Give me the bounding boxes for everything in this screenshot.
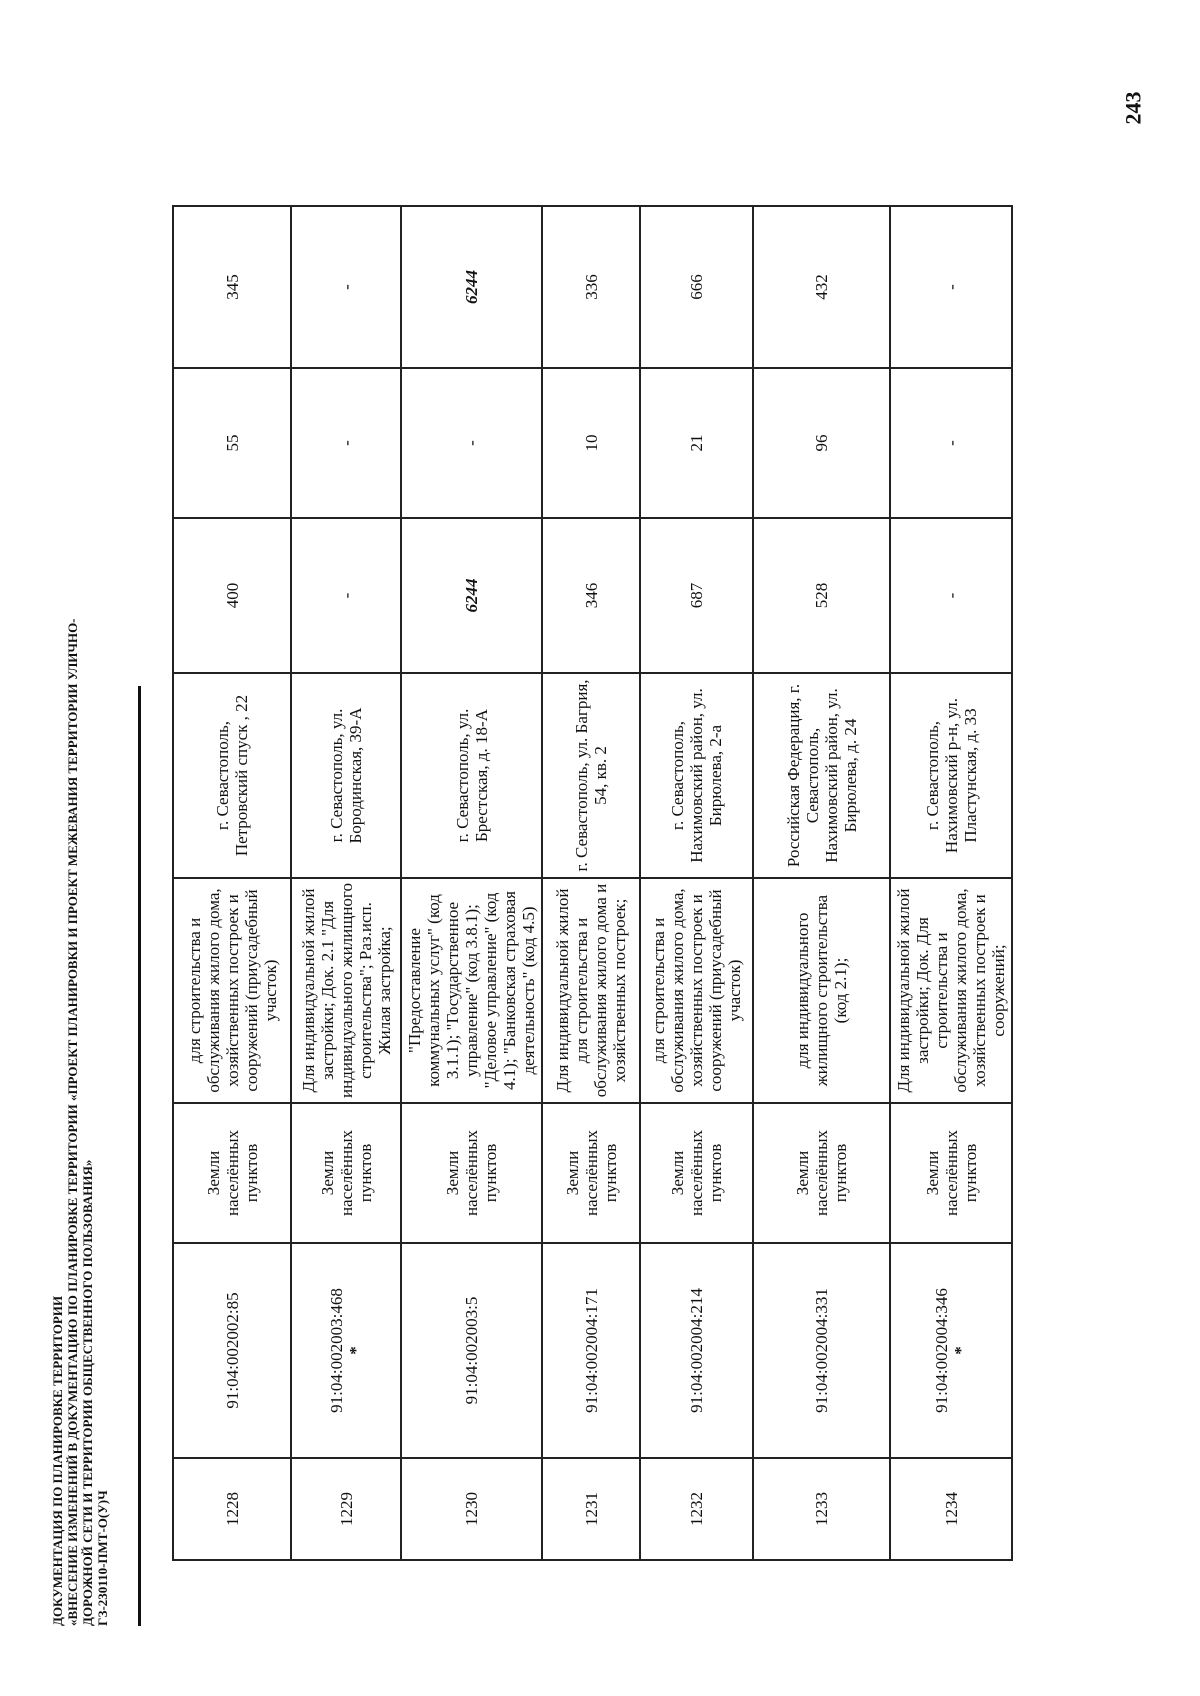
row-number: 1232 [687, 1492, 706, 1526]
address-cell [291, 673, 401, 878]
cadastral-number-cell [890, 1243, 1012, 1458]
land-category: Земли населённых пунктов [793, 1129, 850, 1217]
area-total-cell [291, 518, 401, 673]
row-number: 1234 [941, 1492, 961, 1526]
permitted-use: для индивидуального жилищного строительства (код 2.1); [793, 894, 850, 1087]
area-removed-cell [640, 368, 753, 518]
area-total: 528 [812, 582, 831, 609]
permitted-use-cell [753, 878, 890, 1103]
permitted-use-cell [173, 878, 291, 1103]
area-remaining: 345 [222, 274, 242, 300]
document-header [50, 326, 110, 1626]
row-number-cell [173, 1458, 291, 1560]
permitted-use: для строительства и обслуживания жилого дома, хозяйственных построек и сооружений (приусадебный участок) [184, 888, 280, 1093]
land-plots-table [172, 205, 1013, 1561]
address: г. Севастополь, Нахимовский р-н, ул. Пластунская, д. 33 [922, 697, 980, 854]
header-line: ДОРОЖНОЙ СЕТИ И ТЕРРИТОРИИ ОБЩЕСТВЕННОГО ПОЛЬЗОВАНИЯ» [80, 1159, 95, 1626]
permitted-use-cell [890, 878, 1012, 1103]
page-number: 243 [1120, 91, 1146, 125]
area-remaining-cell [640, 206, 753, 368]
cadastral-number-cell [173, 1243, 291, 1458]
area-remaining-cell [542, 206, 640, 368]
cadastral-number-cell [401, 1243, 542, 1458]
table-row [173, 206, 291, 1560]
table-row [890, 206, 1012, 1560]
land-category-cell [753, 1103, 890, 1243]
area-total-cell [173, 518, 291, 673]
permitted-use: для строительства и обслуживания жилого дома, хозяйственных построек и сооружений (приусадебный участок) [649, 888, 744, 1093]
land-category-cell [401, 1103, 542, 1243]
area-removed-cell [291, 368, 401, 518]
cadastral-number: 91:04:002003:468 [327, 1288, 346, 1413]
area-removed-cell [753, 368, 890, 518]
note-marker: * [951, 1346, 970, 1355]
cadastral-number-cell [291, 1243, 401, 1458]
row-number: 1233 [812, 1492, 831, 1526]
permitted-use-cell [640, 878, 753, 1103]
address: г. Севастополь, ул. Бородинская, 39-А [327, 707, 365, 844]
land-category: Земли населённых пунктов [562, 1129, 620, 1217]
land-category: Земли населённых пунктов [317, 1129, 375, 1217]
header-rule [138, 686, 141, 1626]
row-number: 1231 [581, 1492, 601, 1526]
land-category: Земли населённых пунктов [668, 1129, 725, 1217]
note-marker: * [346, 1346, 365, 1355]
address-cell [401, 673, 542, 878]
area-removed: - [336, 440, 356, 446]
permitted-use-cell [542, 878, 640, 1103]
land-category: Земли населённых пунктов [443, 1129, 500, 1217]
table-row [291, 206, 401, 1560]
address: г. Севастополь, ул. Брестская, д. 18-А [452, 708, 491, 843]
area-remaining-cell [401, 206, 542, 368]
permitted-use: Для индивидуальной жилой для строительства и обслуживания жилого дома и хозяйственных построек; [553, 883, 629, 1098]
area-remaining: 432 [812, 274, 831, 300]
area-removed: - [462, 440, 481, 446]
area-remaining-cell [173, 206, 291, 368]
header-line: ДОКУМЕНТАЦИЯ ПО ПЛАНИРОВКЕ ТЕРРИТОРИИ [50, 1295, 65, 1626]
area-remaining-cell [291, 206, 401, 368]
land-category: Земли населённых пунктов [922, 1129, 980, 1217]
area-total: 400 [222, 582, 242, 609]
permitted-use: Для индивидуальной жилой застройки; Док. 2.1 "Для индивидуального жилищного строительства"; Раз.исп. Жилая застройка; [298, 883, 394, 1098]
header-line: ГЗ-230110-ПМТ-О(У)Ч [95, 1490, 110, 1626]
address: г. Севастополь, ул. Багрия, 54, кв. 2 [572, 679, 610, 872]
table-row [753, 206, 890, 1560]
table-row [640, 206, 753, 1560]
cadastral-number: 91:04:002002:85 [222, 1292, 242, 1409]
area-total: 687 [687, 582, 706, 609]
row-number-cell [890, 1458, 1012, 1560]
cadastral-number: 91:04:002004:346 [932, 1288, 951, 1413]
land-category-cell [542, 1103, 640, 1243]
area-total-cell [401, 518, 542, 673]
row-number-cell [401, 1458, 542, 1560]
row-number: 1229 [336, 1492, 356, 1526]
table-row [401, 206, 542, 1560]
permitted-use-cell [401, 878, 542, 1103]
address-cell [173, 673, 291, 878]
cadastral-number-cell [753, 1243, 890, 1458]
land-category-cell [640, 1103, 753, 1243]
address: г. Севастополь, Нахимовский район, ул. Бирюлева, 2-а [668, 688, 725, 863]
area-remaining: 336 [581, 274, 601, 300]
area-removed: 21 [687, 434, 706, 452]
address: Российская Федерация, г. Севастополь, Нахимовский район, ул. Бирюлева, д. 24 [783, 683, 860, 868]
area-removed-cell [890, 368, 1012, 518]
permitted-use: Для индивидуальной жилой застройки; Док. Для строительства и обслуживания жилого дома, хозяйственных построек и сооружений; [894, 888, 1008, 1093]
area-removed: 10 [581, 434, 601, 452]
address-cell [640, 673, 753, 878]
land-category-cell [173, 1103, 291, 1243]
table-row [542, 206, 640, 1560]
area-total-cell [640, 518, 753, 673]
cadastral-number: 91:04:002004:331 [812, 1288, 831, 1413]
land-category: Земли населённых пунктов [203, 1129, 261, 1217]
cadastral-number: 91:04:002004:214 [687, 1288, 706, 1413]
area-removed: 96 [812, 434, 831, 452]
row-number-cell [542, 1458, 640, 1560]
cadastral-number-cell [640, 1243, 753, 1458]
cadastral-number: 91:04:002003:5 [462, 1296, 481, 1405]
address-cell [890, 673, 1012, 878]
area-removed-cell [542, 368, 640, 518]
area-remaining: - [336, 284, 356, 290]
permitted-use-cell [291, 878, 401, 1103]
cadastral-number-cell [542, 1243, 640, 1458]
row-number-cell [753, 1458, 890, 1560]
area-total: 346 [581, 582, 601, 609]
address: г. Севастополь, Петровский спуск , 22 [213, 694, 251, 857]
area-removed: - [941, 440, 961, 446]
area-remaining: 666 [687, 274, 706, 300]
area-remaining-cell [753, 206, 890, 368]
area-remaining: 6244 [462, 270, 481, 304]
area-total: 6244 [462, 578, 481, 613]
area-total: - [336, 592, 356, 599]
land-category-cell [890, 1103, 1012, 1243]
area-remaining-cell [890, 206, 1012, 368]
row-number: 1228 [222, 1492, 242, 1526]
area-total-cell [753, 518, 890, 673]
permitted-use: "Предоставление коммунальных услуг" (код 3.1.1); "Государственное управление" (код 3.8.1); "Деловое управление" (код 4.1); "Банковская страховая деятельность" (код 4.5) [405, 891, 538, 1090]
area-total: - [941, 592, 961, 599]
header-line: «ВНЕСЕНИЕ ИЗМЕНЕНИЙ В ДОКУМЕНТАЦИЮ ПО ПЛАНИРОВКЕ ТЕРРИТОРИИ «ПРОЕКТ ПЛАНИРОВКИ И ПРОЕКТ МЕЖЕВАНИЯ ТЕРРИТОРИИ УЛИЧНО- [65, 618, 80, 1626]
area-removed-cell [173, 368, 291, 518]
address-cell [542, 673, 640, 878]
land-category-cell [291, 1103, 401, 1243]
area-total-cell [890, 518, 1012, 673]
area-removed-cell [401, 368, 542, 518]
area-removed: 55 [222, 434, 242, 452]
row-number-cell [640, 1458, 753, 1560]
row-number-cell [291, 1458, 401, 1560]
address-cell [753, 673, 890, 878]
area-remaining: - [941, 284, 961, 290]
cadastral-number: 91:04:002004:171 [581, 1288, 601, 1413]
area-total-cell [542, 518, 640, 673]
row-number: 1230 [462, 1492, 481, 1526]
